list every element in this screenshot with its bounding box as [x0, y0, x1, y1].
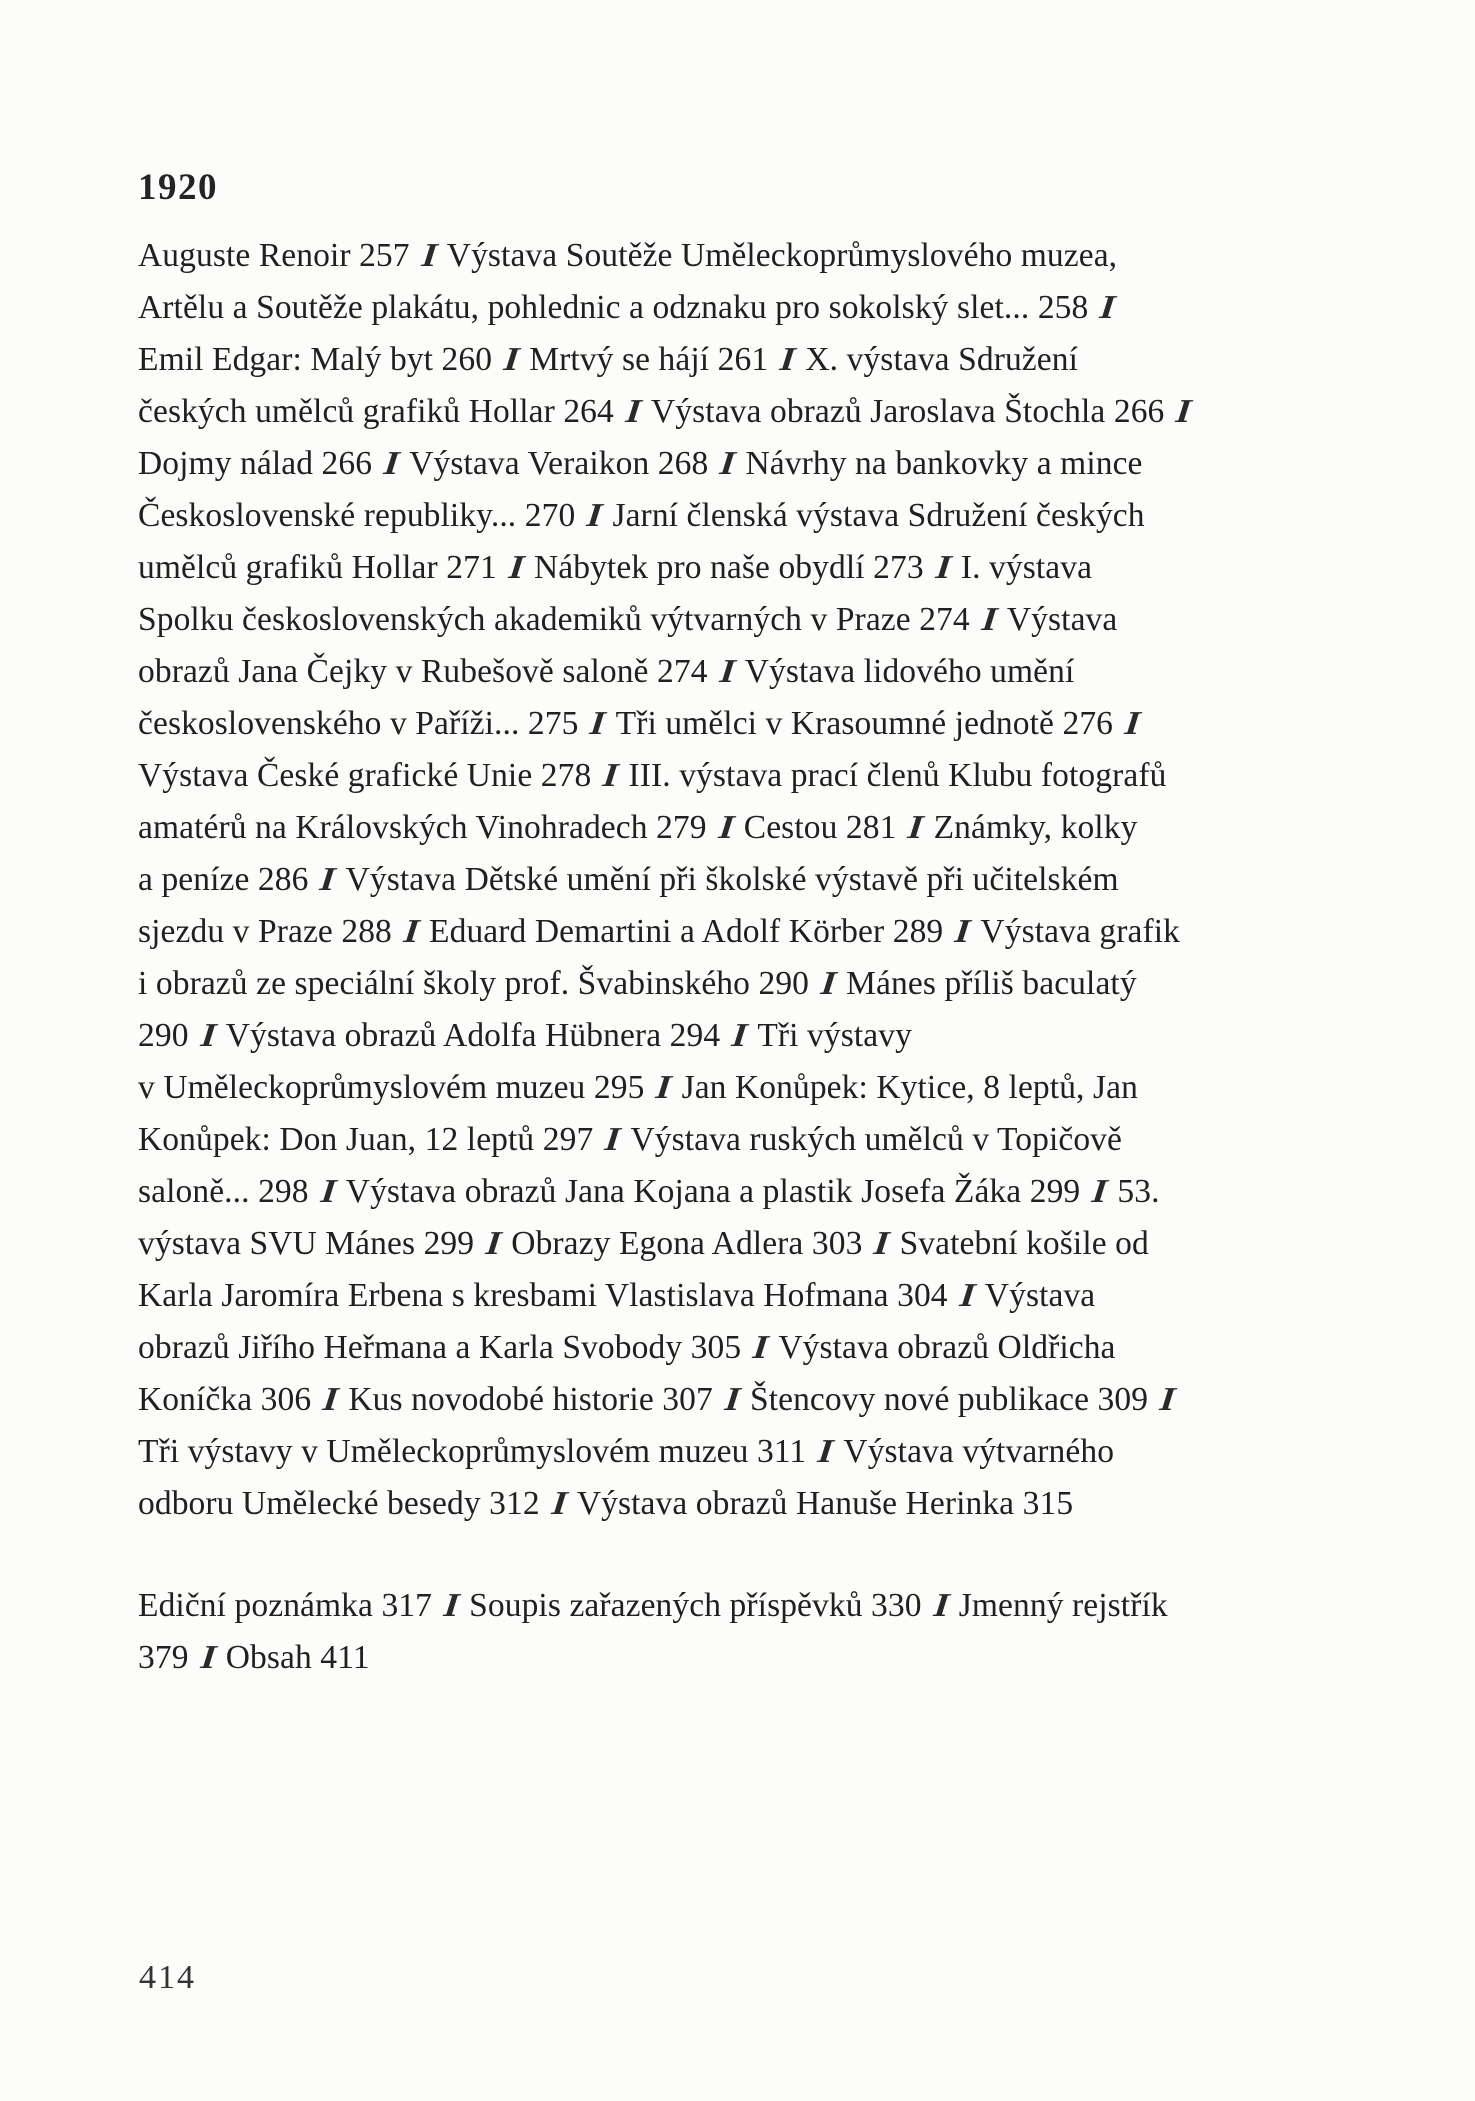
toc-entry-text: obrazů Jana Čejky v Rubešově saloně 274 [138, 653, 708, 690]
toc-entry-text: Výstava lidového umění [744, 653, 1075, 690]
toc-entry-text: Emil Edgar: Malý byt 260 [138, 341, 493, 378]
entry-separator: I [442, 1587, 462, 1624]
toc-entry-text: obrazů Jiřího Heřmana a Karla Svobody 305 [138, 1329, 742, 1366]
toc-entry-text: Výstava Dětské umění při školské výstavě při učitelském [345, 861, 1119, 898]
toc-line [138, 542, 1202, 594]
toc-line [138, 958, 1202, 1010]
toc-entry-text: Tři výstavy [757, 1017, 912, 1054]
toc-entry-text: Výstava [984, 1277, 1096, 1314]
toc-entry-text: Tři výstavy v Uměleckoprůmyslovém muzeu 311 [138, 1433, 807, 1470]
entry-separator: I [318, 1173, 338, 1210]
toc-line [138, 1062, 1202, 1114]
toc-line [138, 594, 1202, 646]
toc-line [138, 438, 1202, 490]
toc-entry-text: Známky, kolky [933, 809, 1138, 846]
entry-separator: I [321, 1381, 341, 1418]
entry-separator: I [778, 341, 798, 378]
toc-entry-text: Auguste Renoir 257 [138, 237, 410, 274]
toc-entry-text: Výstava ruských umělců v Topičově [630, 1121, 1123, 1158]
entry-separator: I [585, 497, 605, 534]
toc-entry-text: Výstava obrazů Jaroslava Štochla 266 [651, 393, 1165, 430]
toc-entry-text: sjezdu v Praze 288 [138, 913, 392, 950]
toc-line [138, 1166, 1202, 1218]
toc-line [138, 386, 1202, 438]
toc-line [138, 1114, 1202, 1166]
toc-line [138, 1322, 1202, 1374]
entry-separator: I [979, 601, 999, 638]
toc-entry-text: a peníze 286 [138, 861, 309, 898]
toc-line [138, 1218, 1202, 1270]
entry-separator: I [318, 861, 338, 898]
toc-line [138, 698, 1202, 750]
entry-separator: I [931, 1587, 951, 1624]
toc-entry-text: Výstava Soutěže Uměleckoprůmyslového muzea, [446, 237, 1118, 274]
toc-line [138, 646, 1202, 698]
entry-separator: I [1090, 1173, 1110, 1210]
toc-line [138, 1632, 1168, 1684]
toc-entry-text: československého v Paříži... 275 [138, 705, 579, 742]
toc-entry-text: amatérů na Královských Vinohradech 279 [138, 809, 707, 846]
toc-entry-text: I. výstava [960, 549, 1093, 586]
toc-entry-text: Mrtvý se hájí 261 [529, 341, 769, 378]
entry-separator: I [603, 1121, 623, 1158]
toc-line [138, 490, 1202, 542]
entry-separator: I [718, 445, 738, 482]
toc-entry-text: Výstava obrazů Hanuše Herinka 315 [576, 1485, 1074, 1522]
toc-entry-text: Mánes příliš baculatý [846, 965, 1137, 1002]
entry-separator: I [402, 913, 422, 950]
entry-separator: I [716, 809, 736, 846]
toc-line [138, 1270, 1202, 1322]
toc-entry-text: i obrazů ze speciální školy prof. Švabinského 290 [138, 965, 810, 1002]
toc-entry-text: Nábytek pro naše obydlí 273 [533, 549, 924, 586]
entry-separator: I [654, 1069, 674, 1106]
entry-separator: I [623, 393, 643, 430]
toc-entry-text: Tři umělci v Krasoumné jednotě 276 [615, 705, 1114, 742]
toc-entry-text: Výstava grafik [980, 913, 1180, 950]
toc-entry-text: Eduard Demartini a Adolf Körber 289 [429, 913, 944, 950]
entry-separator: I [957, 1277, 977, 1314]
toc-line [138, 230, 1202, 282]
toc-entry-text: umělců grafiků Hollar 271 [138, 549, 497, 586]
toc-entry-text: výstava SVU Mánes 299 [138, 1225, 475, 1262]
toc-entry-text: českých umělců grafiků Hollar 264 [138, 393, 614, 430]
toc-paragraph-backmatter [138, 1580, 1168, 1684]
entry-separator: I [872, 1225, 892, 1262]
toc-entry-text: Kus novodobé historie 307 [348, 1381, 713, 1418]
toc-entry-text: Ediční poznámka 317 [138, 1587, 433, 1624]
toc-entry-text: Jan Konůpek: Kytice, 8 leptů, Jan [681, 1069, 1138, 1106]
entry-separator: I [1123, 705, 1143, 742]
toc-entry-text: Koníčka 306 [138, 1381, 312, 1418]
year-heading: 1920 [138, 167, 218, 208]
toc-entry-text: Artělu a Soutěže plakátu, pohlednic a odznaku pro sokolský slet... 258 [138, 289, 1089, 326]
entry-separator: I [484, 1225, 504, 1262]
entry-separator: I [1158, 1381, 1178, 1418]
toc-entry-text: Výstava výtvarného [843, 1433, 1115, 1470]
toc-entry-text: Obsah 411 [225, 1639, 370, 1676]
entry-separator: I [751, 1329, 771, 1366]
entry-separator: I [601, 757, 621, 794]
toc-line [138, 1426, 1202, 1478]
entry-separator: I [722, 1381, 742, 1418]
toc-entry-text: Jarní členská výstava Sdružení českých [612, 497, 1145, 534]
toc-entry-text: Cestou 281 [743, 809, 897, 846]
toc-line [138, 1580, 1168, 1632]
toc-entry-text: III. výstava prací členů Klubu fotografů [628, 757, 1167, 794]
toc-line [138, 1478, 1202, 1530]
entry-separator: I [198, 1017, 218, 1054]
toc-entry-text: Výstava obrazů Jana Kojana a plastik Josefa Žáka 299 [345, 1173, 1081, 1210]
toc-entry-text: Výstava obrazů Oldřicha [778, 1329, 1116, 1366]
entry-separator: I [588, 705, 608, 742]
toc-paragraph-1920 [138, 230, 1202, 1530]
entry-separator: I [1098, 289, 1118, 326]
toc-line [138, 750, 1202, 802]
page-number: 414 [139, 1959, 196, 1996]
toc-entry-text: X. výstava Sdružení [805, 341, 1078, 378]
toc-line [138, 334, 1202, 386]
toc-entry-text: Výstava České grafické Unie 278 [138, 757, 592, 794]
toc-entry-text: 379 [138, 1639, 189, 1676]
toc-line [138, 906, 1202, 958]
toc-entry-text: odboru Umělecké besedy 312 [138, 1485, 540, 1522]
toc-entry-text: saloně... 298 [138, 1173, 309, 1210]
toc-entry-text: Československé republiky... 270 [138, 497, 576, 534]
toc-entry-text: 290 [138, 1017, 189, 1054]
toc-entry-text: v Uměleckoprůmyslovém muzeu 295 [138, 1069, 645, 1106]
entry-separator: I [717, 653, 737, 690]
entry-separator: I [1174, 393, 1194, 430]
toc-entry-text: Jmenný rejstřík [958, 1587, 1168, 1624]
toc-entry-text: Návrhy na bankovky a mince [745, 445, 1143, 482]
entry-separator: I [816, 1433, 836, 1470]
entry-separator: I [502, 341, 522, 378]
toc-entry-text: Štencovy nové publikace 309 [749, 1381, 1149, 1418]
toc-line [138, 282, 1202, 334]
entry-separator: I [198, 1639, 218, 1676]
toc-line [138, 802, 1202, 854]
toc-entry-text: Konůpek: Don Juan, 12 leptů 297 [138, 1121, 594, 1158]
entry-separator: I [419, 237, 439, 274]
toc-entry-text: Výstava Veraikon 268 [409, 445, 709, 482]
toc-entry-text: Svatební košile od [899, 1225, 1149, 1262]
toc-entry-text: Obrazy Egona Adlera 303 [511, 1225, 863, 1262]
toc-line [138, 1010, 1202, 1062]
toc-entry-text: Soupis zařazených příspěvků 330 [469, 1587, 922, 1624]
toc-entry-text: Dojmy nálad 266 [138, 445, 373, 482]
toc-entry-text: 53. [1117, 1173, 1160, 1210]
entry-separator: I [506, 549, 526, 586]
toc-line [138, 854, 1202, 906]
entry-separator: I [906, 809, 926, 846]
entry-separator: I [953, 913, 973, 950]
entry-separator: I [819, 965, 839, 1002]
entry-separator: I [730, 1017, 750, 1054]
toc-entry-text: Výstava [1006, 601, 1118, 638]
toc-line [138, 1374, 1202, 1426]
toc-entry-text: Spolku československých akademiků výtvarných v Praze 274 [138, 601, 970, 638]
toc-entry-text: Výstava obrazů Adolfa Hübnera 294 [225, 1017, 721, 1054]
toc-entry-text: Karla Jaromíra Erbena s kresbami Vlastislava Hofmana 304 [138, 1277, 948, 1314]
entry-separator: I [549, 1485, 569, 1522]
entry-separator: I [382, 445, 402, 482]
entry-separator: I [933, 549, 953, 586]
